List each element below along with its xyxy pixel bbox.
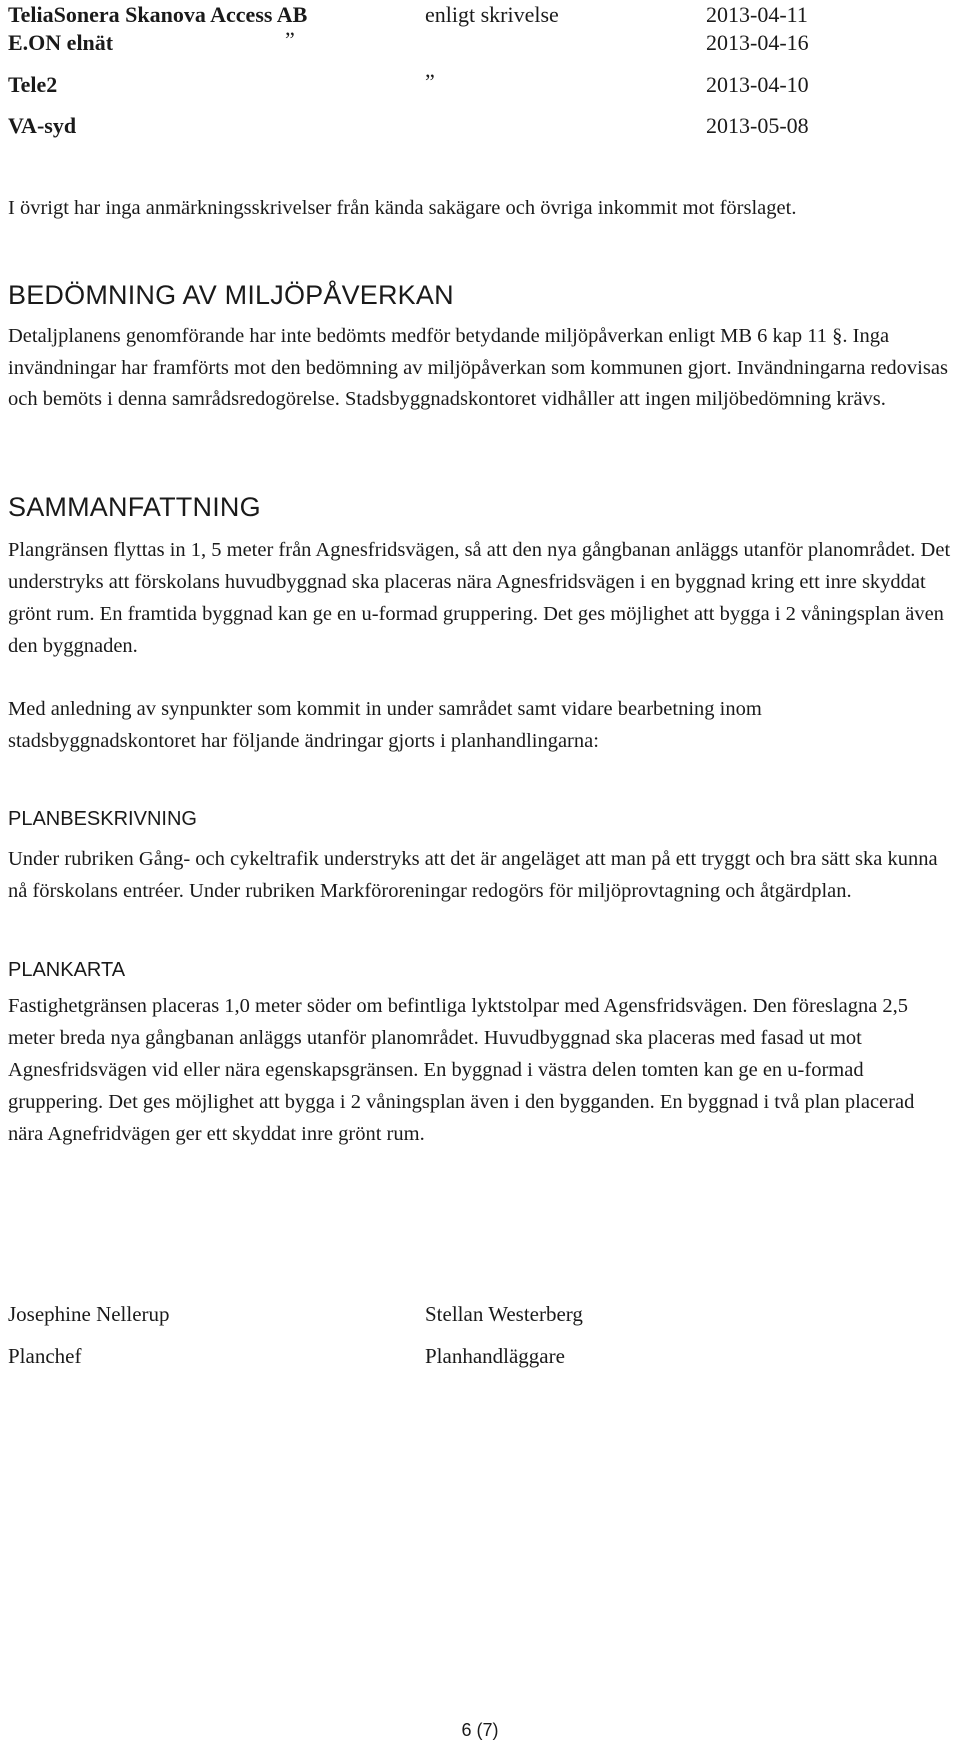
signature-name: Stellan Westerberg	[425, 1302, 583, 1326]
intro-paragraph: I övrigt har inga anmärkningsskrivelser från kända sakägare och övriga inkommit mot förslaget.	[8, 197, 797, 219]
sammanfattning-paragraph-2: Med anledning av synpunkter som kommit in under samrådet samt vidare bearbetning inom stadsbyggnadskontoret har följande ändringar gjorts i planhandlingarna:	[8, 698, 762, 752]
recipient-date: 2013-04-16	[706, 30, 809, 55]
plankarta-paragraph: Fastighetgränsen placeras 1,0 meter söder om befintliga lyktstolpar med Agensfridsvägen. Den föreslagna 2,5 meter breda nya gångbanan anläggs utanför planområdet. Huvudbyggnad ska placeras med fasad ut mot Agnesfridsvägen vid eller nära egenskapsgränsen. En byggnad i västra delen tomten kan ge en u-formad gruppering. Det ges möjlighet att bygga i 2 våningsplan även i den bygganden. En byggnad i två plan placerad nära Agnefridvägen ger ett skyddat inre grönt rum.	[8, 995, 915, 1145]
heading-miljopaverkan: BEDÖMNING AV MILJÖPÅVERKAN	[8, 280, 454, 310]
recipient-name: VA-syd	[8, 113, 77, 138]
miljo-paragraph: Detaljplanens genomförande har inte bedömts medför betydande miljöpåverkan enligt MB 6 kap 11 §. Inga invändningar har framförts mot den bedömning av miljöpåverkan som kommunen gjort. Invändningarna redovisas och bemöts i denna samrådsredogörelse. Stadsbyggnadskontoret vidhåller att ingen miljöbedömning krävs.	[8, 325, 948, 410]
recipient-note: ”	[285, 27, 295, 52]
recipient-date: 2013-04-10	[706, 72, 809, 97]
sammanfattning-paragraph-1: Plangränsen flyttas in 1, 5 meter från Agnesfridsvägen, så att den nya gångbanan anläggs utanför planområdet. Det understryks att förskolans huvudbyggnad ska placeras nära Agnesfridsvägen i en byggnad kring ett inre skyddat grönt rum. En framtida byggnad kan ge en u-formad gruppering. Det ges möjlighet att bygga i 2 våningsplan även den byggnaden.	[8, 539, 951, 657]
signature-title: Planchef	[8, 1344, 82, 1368]
signature-name: Josephine Nellerup	[8, 1302, 170, 1326]
recipient-note: ”	[425, 69, 435, 94]
recipient-name: E.ON elnät	[8, 30, 114, 55]
heading-plankarta: PLANKARTA	[8, 959, 126, 981]
heading-planbeskrivning: PLANBESKRIVNING	[8, 808, 197, 830]
recipient-name: TeliaSonera Skanova Access AB	[8, 2, 308, 27]
recipient-date: 2013-04-11	[706, 2, 808, 27]
planbeskrivning-paragraph: Under rubriken Gång- och cykeltrafik understryks att det är angeläget att man på ett tryggt och bra sätt ska kunna nå förskolans entréer. Under rubriken Markföroreningar redogörs för miljöprovtagning och åtgärdplan.	[8, 848, 938, 902]
recipient-name: Tele2	[8, 72, 58, 97]
recipient-date: 2013-05-08	[706, 113, 809, 138]
signature-title: Planhandläggare	[425, 1344, 565, 1368]
page-number: 6 (7)	[461, 1720, 499, 1740]
heading-sammanfattning: SAMMANFATTNING	[8, 492, 261, 522]
recipient-note: enligt skrivelse	[425, 2, 559, 27]
